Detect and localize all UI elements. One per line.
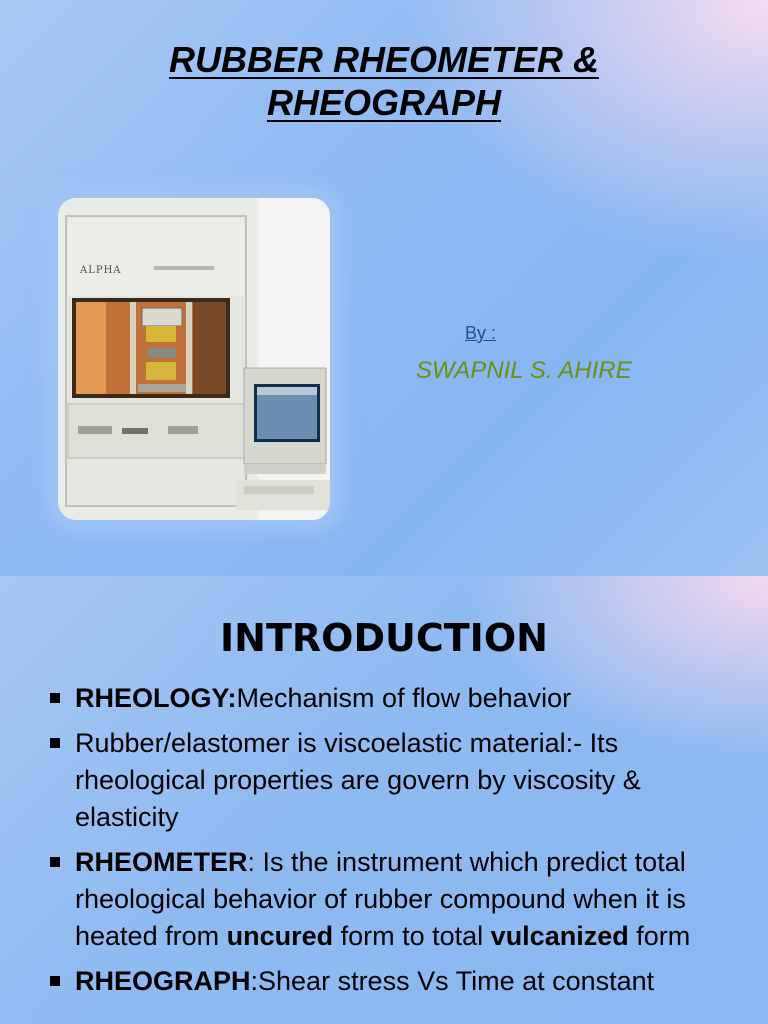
list-item (44, 963, 724, 1000)
introduction-slide (0, 576, 768, 1024)
emphasis-vulcanized: vulcanized (490, 921, 629, 951)
emphasis-uncured: uncured (226, 921, 334, 951)
slide-title-line-1: RUBBER RHEOMETER & (168, 39, 599, 80)
list-item (44, 680, 724, 717)
slide-title: INTRODUCTION (220, 616, 548, 660)
bullet-square-icon (50, 738, 60, 748)
slide-title-line-2: RHEOGRAPH (266, 82, 502, 123)
slide-title (0, 38, 768, 124)
item-text: form (628, 921, 691, 951)
term-label: RHEOGRAPH (75, 966, 251, 996)
bullet-square-icon (50, 693, 60, 703)
bullet-square-icon (50, 976, 60, 986)
term-label: RHEOMETER (75, 847, 248, 877)
term-label: RHEOLOGY: (75, 683, 237, 713)
item-text: Mechanism of flow behavior (236, 683, 572, 713)
item-text: :Shear stress Vs Time at constant (250, 966, 655, 996)
bullet-square-icon (50, 857, 60, 867)
bullet-list (44, 680, 724, 1008)
item-text: form to total (333, 921, 491, 951)
list-item (44, 844, 724, 955)
rheometer-photo (58, 198, 330, 520)
item-text: Rubber/elastomer is viscoelastic material:- Its rheological properties are govern by viscosity & elasticity (75, 728, 641, 832)
author-name: SWAPNIL S. AHIRE (416, 357, 632, 384)
item-text: : Is the instrument which predict total rheological behavior of rubber compound when it is heated from (75, 847, 686, 951)
list-item (44, 725, 724, 836)
by-label: By : (465, 323, 497, 343)
brand-label: ALPHA (80, 265, 122, 276)
